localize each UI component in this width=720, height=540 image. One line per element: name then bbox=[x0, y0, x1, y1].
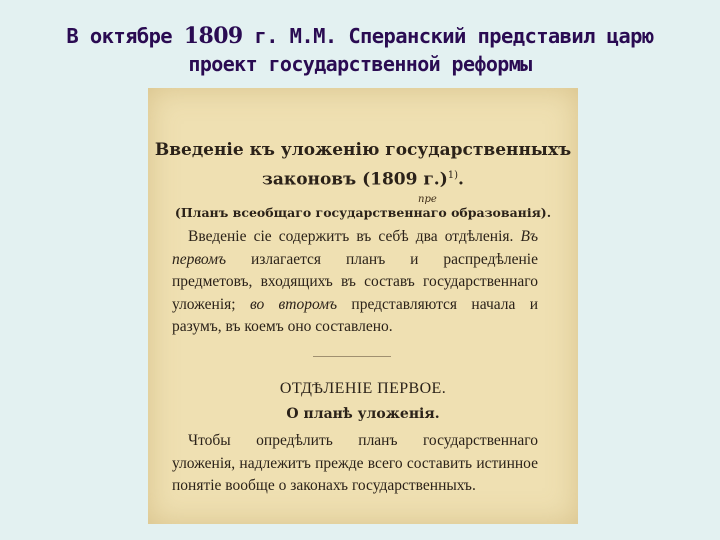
document-heading-period: . bbox=[458, 169, 464, 190]
intro-paragraph bbox=[172, 226, 538, 339]
footnote-mark: 1) bbox=[447, 170, 459, 181]
document-heading-line-1: Введеніе къ уложенію государственныхъ bbox=[154, 140, 572, 160]
slide-title bbox=[0, 22, 720, 78]
intro-text-2: излагается планъ и распредѣленіе предметовъ, входящихъ въ составъ государственнаго уложенія; bbox=[172, 250, 538, 313]
intro-text-1: Введеніе сіе содержитъ въ себѣ два отдѣленія. bbox=[188, 228, 521, 245]
intro-emphasis-first: Въ первомъ bbox=[172, 228, 538, 268]
slide-title-line-1 bbox=[0, 22, 720, 50]
section-divider bbox=[313, 356, 391, 357]
section-paragraph: Чтобы опредѣлить планъ государственнаго уложенія, надлежитъ прежде всего составить истинное понятіе вообще о законахъ государственныхъ. bbox=[172, 432, 538, 494]
section-subtitle: О планѣ уложенія. bbox=[286, 406, 440, 422]
section-title: ОТДѢЛЕНІЕ ПЕРВОЕ. bbox=[279, 380, 447, 397]
slide-title-line-2: проект государственной реформы bbox=[188, 52, 532, 76]
intro-text-3: представляются начала и разумъ, въ коемъ оно составлено. bbox=[172, 295, 539, 335]
slide-title-text-b: г. М.М. Сперанский представил царю bbox=[242, 24, 654, 48]
slide-title-text-a: В октябре bbox=[66, 24, 184, 48]
document-subheading: (Планъ всеобщаго государственнаго образованія). bbox=[174, 205, 552, 220]
intro-emphasis-second: во второмъ bbox=[249, 295, 338, 313]
document-scan bbox=[148, 88, 578, 524]
slide-title-year: 1809 bbox=[183, 23, 243, 49]
document-heading-line-2 bbox=[148, 163, 578, 193]
document-heading bbox=[148, 138, 578, 193]
document-heading-line-2-text: законовъ (1809 г.) bbox=[262, 169, 448, 190]
handwritten-note: пре bbox=[418, 194, 437, 205]
